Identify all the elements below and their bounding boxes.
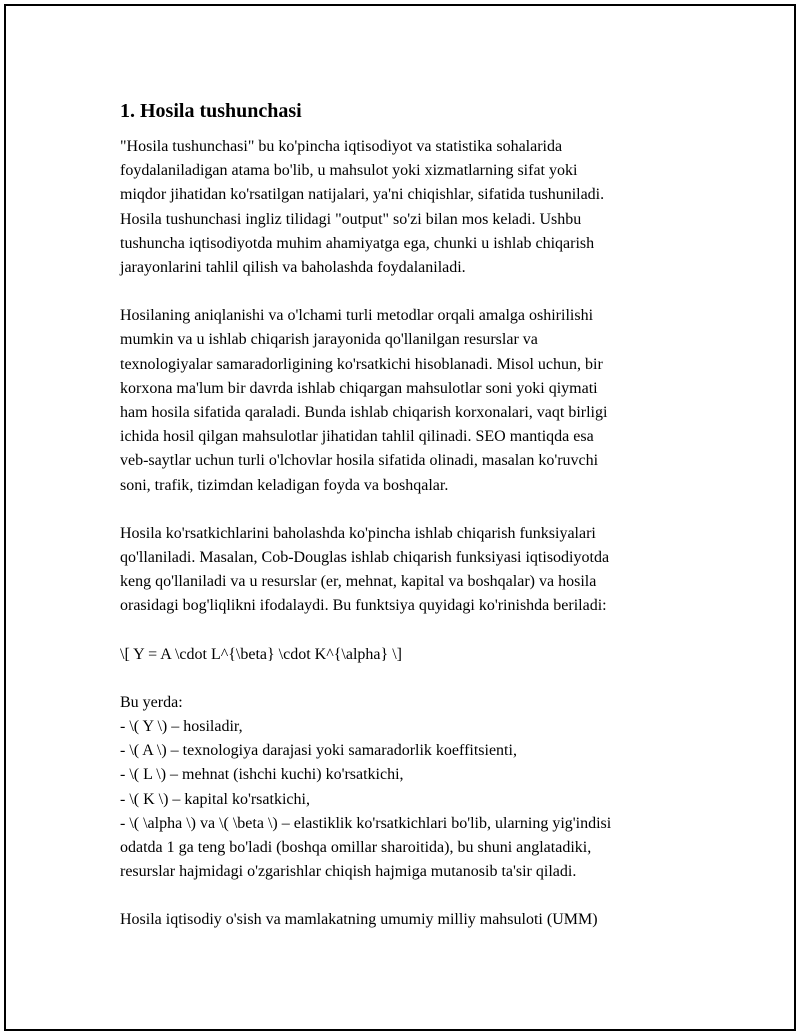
text-line: Hosila tushunchasi ingliz tilidagi "output" so'zi bilan mos keladi. Ushbu: [120, 210, 582, 228]
list-item: - \( K \) – kapital ko'rsatkichi,: [120, 790, 310, 808]
document-content: [120, 98, 700, 957]
text-line: qo'llaniladi. Masalan, Cob-Douglas ishlab chiqarish funksiyasi iqtisodiyotda: [120, 549, 610, 567]
formula-block: [120, 643, 700, 667]
paragraph-definition: [120, 135, 700, 280]
paragraph-measurement: [120, 304, 700, 498]
text-line: Hosilaning aniqlanishi va o'lchami turli metodlar orqali amalga oshirilishi: [120, 307, 594, 325]
section-heading: 1. Hosila tushunchasi: [120, 100, 302, 122]
text-line: mumkin va u ishlab chiqarish jarayonida qo'llanilgan resurslar va: [120, 331, 538, 349]
list-item: - \( L \) – mehnat (ishchi kuchi) ko'rsatkichi,: [120, 766, 404, 784]
text-line: Bu yerda:: [120, 693, 183, 711]
text-line: veb-saytlar uchun turli o'lchovlar hosila sifatida olinadi, masalan ko'ruvchi: [120, 452, 599, 470]
text-line: keng qo'llaniladi va u resurslar (er, mehnat, kapital va boshqalar) va hosila: [120, 573, 597, 591]
paragraph-production-function: [120, 522, 700, 619]
text-line: ichida hosil qilgan mahsulotlar jihatidan tahlil qilinadi. SEO mantiqda esa: [120, 428, 594, 446]
text-line: orasidagi bog'liqlikni ifodalaydi. Bu funktsiya quyidagi ko'rinishda beriladi:: [120, 597, 607, 615]
formula-line: \[ Y = A \cdot L^{\beta} \cdot K^{\alpha} \]: [120, 645, 402, 663]
text-line: odatda 1 ga teng bo'ladi (boshqa omillar sharoitida), bu shuni anglatadiki,: [120, 839, 592, 857]
paragraph-growth: [120, 908, 700, 932]
text-line: ham hosila sifatida qaraladi. Bunda ishlab chiqarish korxonalari, vaqt birligi: [120, 404, 608, 422]
text-line: soni, trafik, tizimdan keladigan foyda va boshqalar.: [120, 476, 449, 494]
text-line: Hosila iqtisodiy o'sish va mamlakatning umumiy milliy mahsuloti (UMM): [120, 911, 598, 929]
text-line: korxona ma'lum bir davrda ishlab chiqargan mahsulotlar soni yoki qiymati: [120, 379, 598, 397]
text-line: foydalaniladigan atama bo'lib, u mahsulot yoki xizmatlarning sifat yoki: [120, 162, 578, 180]
document-page: [4, 4, 796, 1031]
text-line: "Hosila tushunchasi" bu ko'pincha iqtisodiyot va statistika sohalarida: [120, 138, 563, 155]
paragraph-variables: [120, 691, 700, 885]
list-item: - \( A \) – texnologiya darajasi yoki samaradorlik koeffitsienti,: [120, 742, 517, 760]
text-line: miqdor jihatidan ko'rsatilgan natijalari, ya'ni chiqishlar, sifatida tushuniladi.: [120, 186, 605, 204]
text-line: tushuncha iqtisodiyotda muhim ahamiyatga ega, chunki u ishlab chiqarish: [120, 234, 595, 252]
text-line: Hosila ko'rsatkichlarini baholashda ko'pincha ishlab chiqarish funksiyalari: [120, 524, 596, 542]
list-item: - \( Y \) – hosiladir,: [120, 718, 243, 736]
text-line: jarayonlarini tahlil qilish va baholashda foydalaniladi.: [120, 259, 466, 277]
text-line: texnologiyalar samaradorligining ko'rsatkichi hisoblanadi. Misol uchun, bir: [120, 355, 603, 373]
list-item: - \( \alpha \) va \( \beta \) – elastiklik ko'rsatkichlari bo'lib, ularning yig'indisi: [120, 814, 612, 832]
text-line: resurslar hajmidagi o'zgarishlar chiqish hajmiga mutanosib ta'sir qiladi.: [120, 863, 577, 881]
